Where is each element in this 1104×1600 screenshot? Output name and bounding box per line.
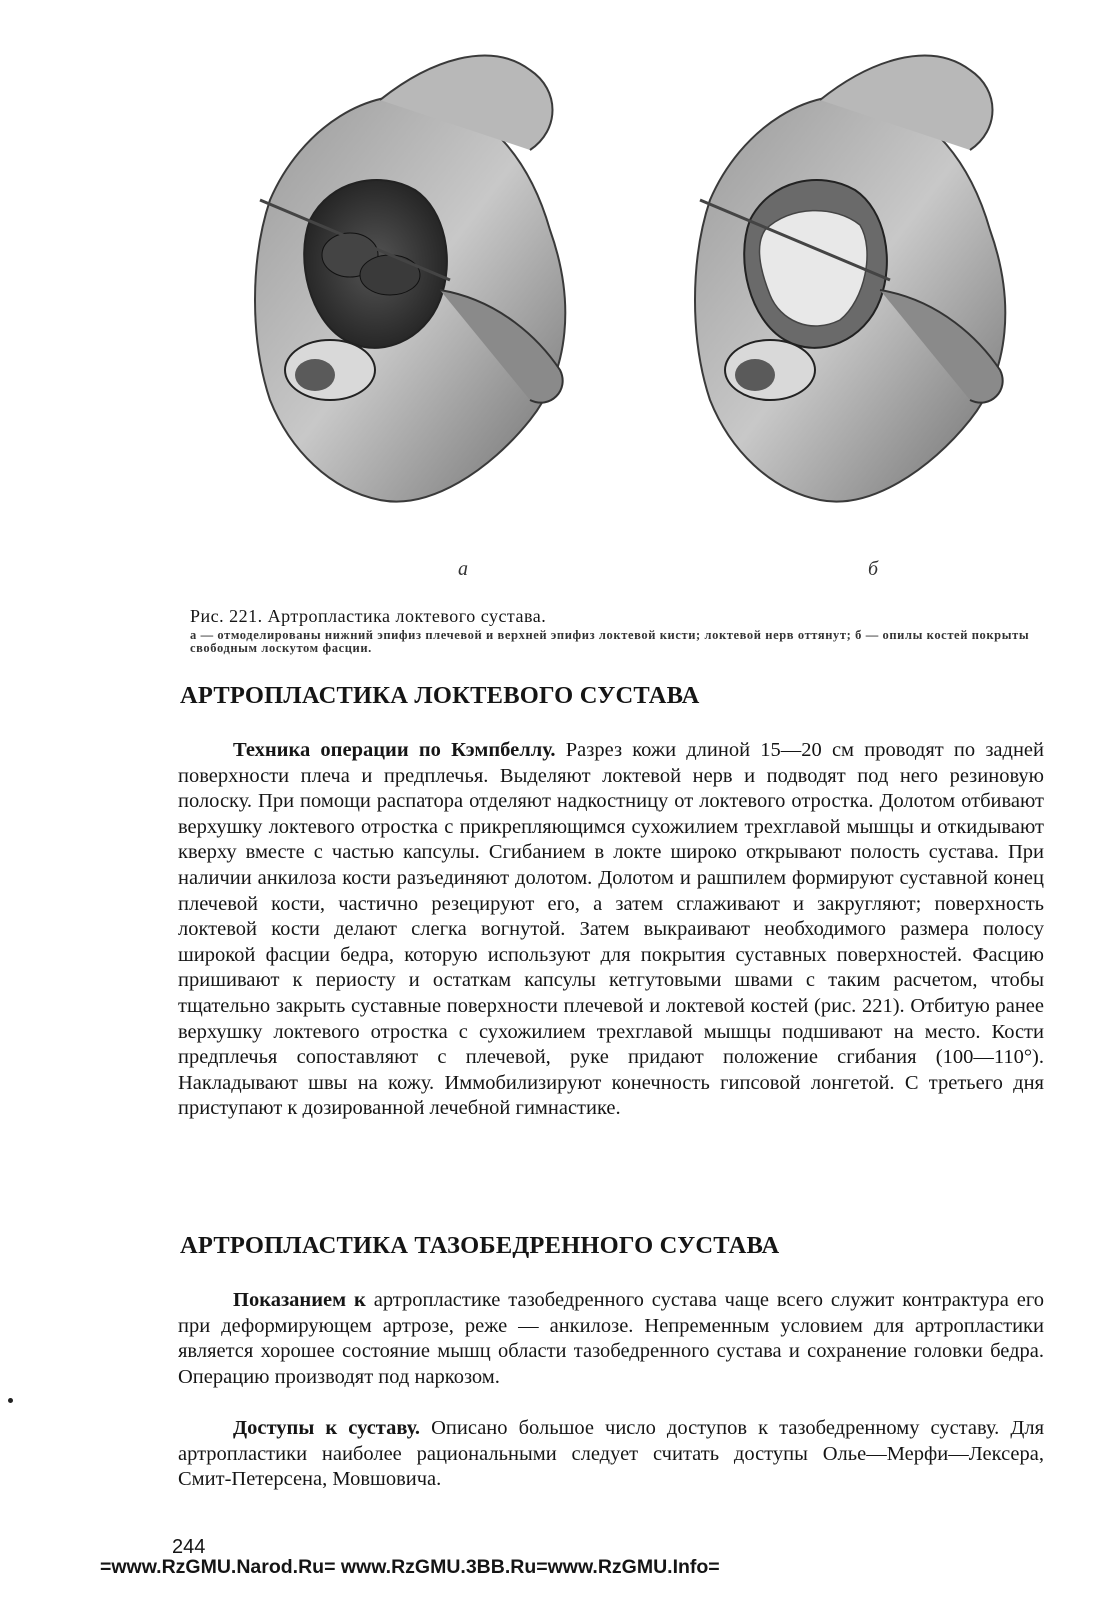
margin-mark [8,1398,13,1403]
section-heading-hip: АРТРОПЛАСТИКА ТАЗОБЕДРЕННОГО СУСТАВА [180,1232,780,1259]
paragraph-body: Разрез кожи длиной 15—20 см проводят по задней поверхности плеча и предплечья. Выделяют локтевой нерв и подводят под него резиновую полоску. При помощи распатора отделяют надкостницу от локтевого отростка. Долотом отбивают верхушку локтевого отростка с прикрепляющимся сухожилием трехглавой мышцы и откидывают кверху вместе с частью капсулы. Сгибанием в локте широко открывают полость сустава. При наличии анкилоза кости разъединяют долотом. Долотом и рашпилем формируют суставной конец плечевой кости, частично резецируют его, а затем сглаживают и закругляют; поверхность локтевой кости делают слегка вогнутой. Затем выкраивают необходимого размера полосу широкой фасции бедра, которую используют для покрытия суставных поверхностей. Фасцию пришивают к периосту и остаткам капсулы кетгутовыми швами с таким расчетом, чтобы тщательно закрыть суставные поверхности плечевой и локтевой костей (рис. 221). Отбитую ранее верхушку локтевого отростка с сухожилием трехглавой мышцы подшивают на место. Кости предплечья сопоставляют с плечевой, руке придают положение сгибания (100—110°). Накладывают швы на кожу. Иммобилизируют конечность гипсовой лонгетой. С третьего дня приступают к дозированной лечебной гимнастике. [178,739,1044,1120]
figure-label-a: а [458,558,468,580]
footer-watermark: =www.RzGMU.Narod.Ru= www.RzGMU.3BB.Ru=www.RzGMU.Info= [100,1556,720,1578]
elbow-arthroplasty-illustration [230,40,1010,580]
paragraph-elbow-technique [178,738,1044,1122]
section-heading-elbow: АРТРОПЛАСТИКА ЛОКТЕВОГО СУСТАВА [180,682,700,709]
figure-caption-text: а — отмоделированы нижний эпифиз плечевой и верхней эпифиз локтевой кисти; локтевой нерв оттянут; б — опилы костей покрыты свободным лоскутом фасции. [190,628,1030,655]
paragraph-lead: Техника операции по Кэмпбеллу. [233,739,556,761]
paragraph-lead: Показанием к [233,1289,366,1311]
paragraph-body: Описано большое число доступов к тазобедренному суставу. Для артропластики наиболее рациональными следует считать доступы Олье—Мерфи—Лексера, Смит-Петерсена, Мовшовича. [178,1417,1044,1491]
paragraph-body: артропластике тазобедренного сустава чаще всего служит контрактура его при деформирующем артрозе, реже — анкилозе. Непременным условием для артропластики является хорошее состояние мышц области тазобедренного сустава и сохранение головки бедра. Операцию производят под наркозом. [178,1289,1044,1388]
illustration-a [255,56,565,502]
illustration-b [695,56,1005,502]
paragraph-hip-indications [178,1288,1044,1390]
page-number: 244 [172,1536,206,1558]
figure-caption-title: Рис. 221. Артропластика локтевого сустава. [190,606,547,626]
paragraph-lead: Доступы к суставу. [233,1417,421,1439]
figure-label-b: б [868,558,879,580]
paragraph-hip-access [178,1416,1044,1493]
figure-caption [190,606,1040,655]
